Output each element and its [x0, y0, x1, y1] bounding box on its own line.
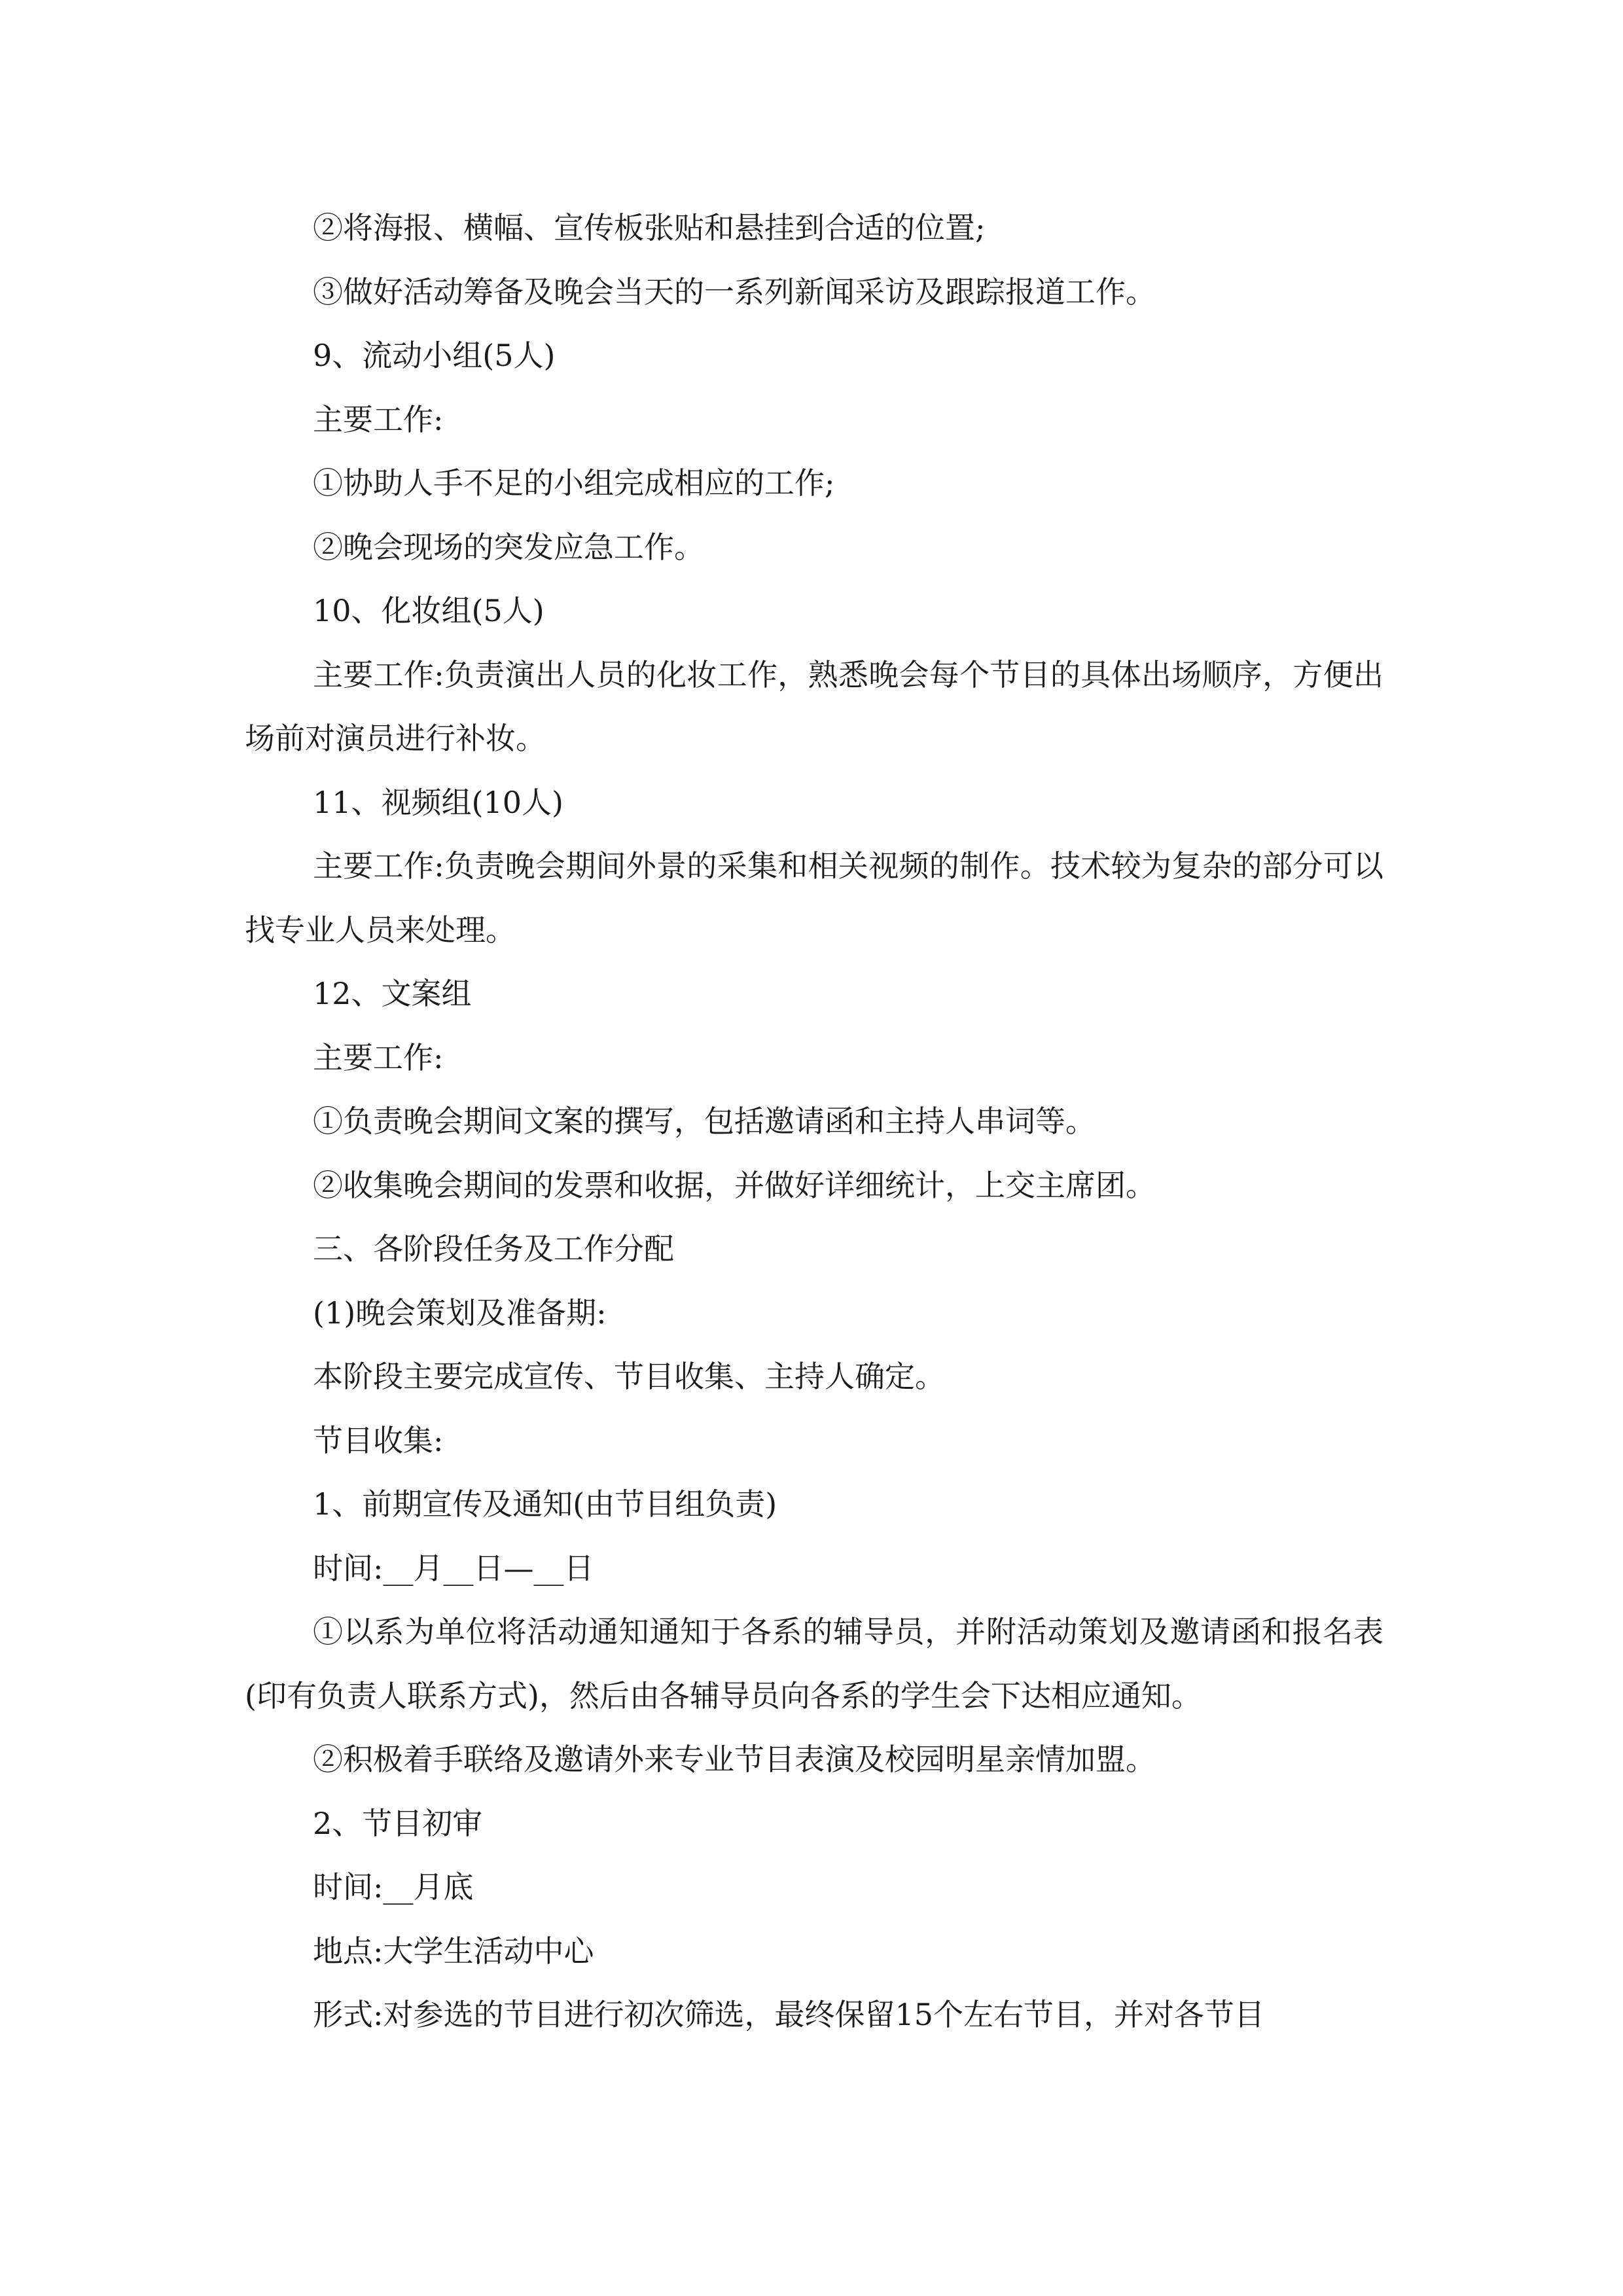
paragraph: 9、流动小组(5人) [313, 338, 556, 373]
paragraph: 主要工作: [313, 1039, 444, 1075]
paragraph: ③做好活动筹备及晚会当天的一系列新闻采访及跟踪报道工作。 [313, 274, 1156, 310]
paragraph: ①负责晚会期间文案的撰写，包括邀请函和主持人串词等。 [313, 1103, 1096, 1139]
paragraph: 12、文案组 [313, 976, 472, 1011]
paragraph: 主要工作:负责演出人员的化妆工作，熟悉晚会每个节目的具体出场顺序，方便出场前对演员进行补妆。 [245, 656, 1383, 756]
paragraph: ②积极着手联络及邀请外来专业节目表演及校园明星亲情加盟。 [313, 1742, 1156, 1777]
paragraph: ①协助人手不足的小组完成相应的工作; [313, 465, 835, 501]
paragraph: ①以系为单位将活动通知通知于各系的辅导员，并附活动策划及邀请函和报名表(印有负责人联系方式)，然后由各辅导员向各系的学生会下达相应通知。 [245, 1614, 1383, 1713]
paragraph: 时间:__月__日—__日 [313, 1550, 594, 1586]
paragraph: 形式:对参选的节目进行初次筛选，最终保留15个左右节目，并对各节目 [313, 1997, 1265, 2032]
paragraph: 三、各阶段任务及工作分配 [313, 1231, 674, 1266]
paragraph: 本阶段主要完成宣传、节目收集、主持人确定。 [313, 1359, 945, 1394]
paragraph: ②将海报、横幅、宣传板张贴和悬挂到合适的位置; [313, 210, 986, 245]
paragraph: 地点:大学生活动中心 [313, 1933, 594, 1969]
paragraph: 主要工作:负责晚会期间外景的采集和相关视频的制作。技术较为复杂的部分可以找专业人员来处理。 [245, 848, 1383, 948]
paragraph: 2、节目初审 [313, 1805, 483, 1841]
document-body [245, 196, 1383, 2047]
paragraph: 10、化妆组(5人) [313, 593, 544, 628]
paragraph: 主要工作: [313, 401, 444, 437]
paragraph: 时间:__月底 [313, 1869, 474, 1905]
paragraph: 1、前期宣传及通知(由节目组负责) [313, 1486, 777, 1522]
paragraph: ②收集晚会期间的发票和收据，并做好详细统计，上交主席团。 [313, 1167, 1156, 1203]
paragraph: 节目收集: [313, 1422, 444, 1458]
paragraph: 11、视频组(10人) [313, 784, 563, 820]
paragraph: (1)晚会策划及准备期: [313, 1295, 607, 1331]
paragraph: ②晚会现场的突发应急工作。 [313, 529, 704, 565]
